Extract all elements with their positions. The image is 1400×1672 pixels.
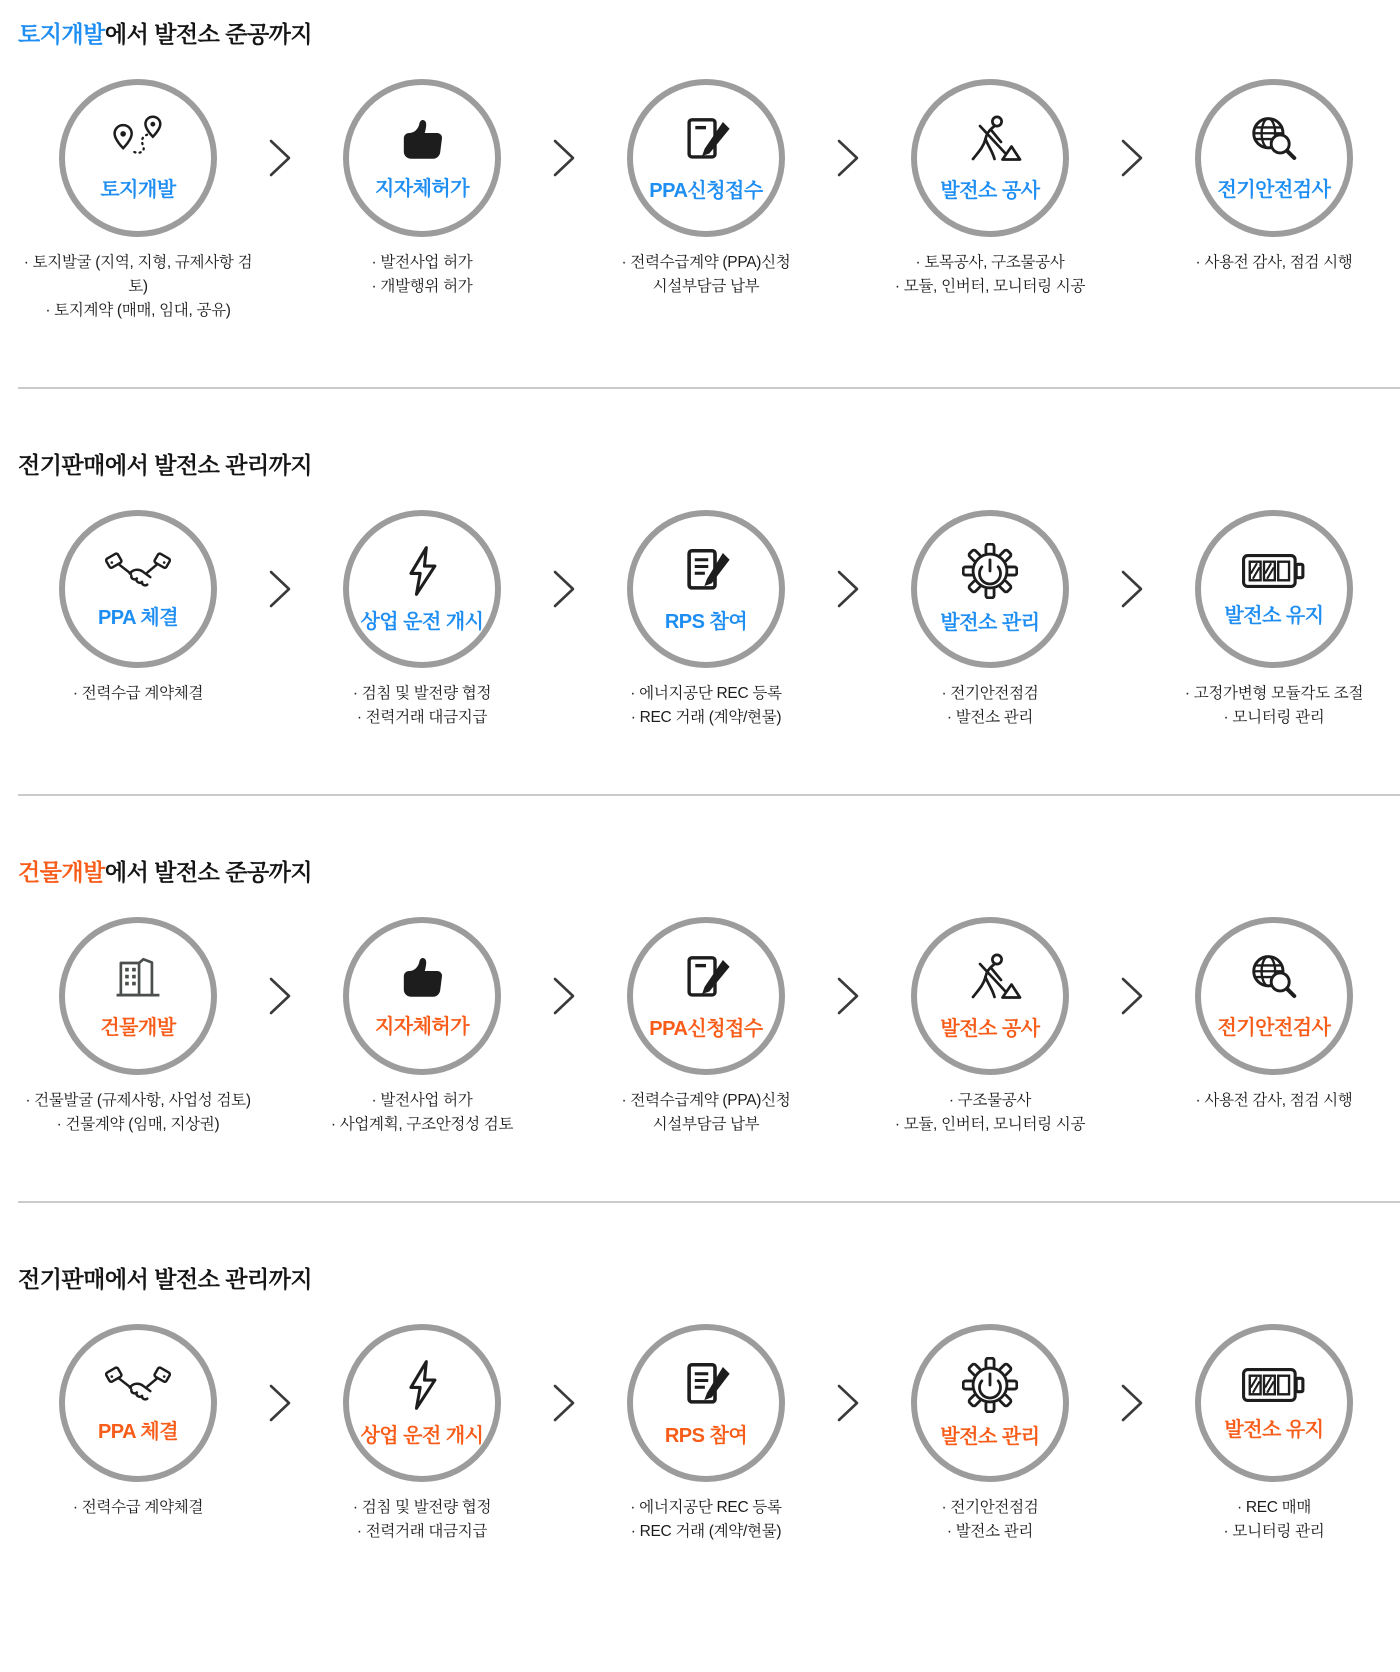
chevron-right-icon — [267, 568, 293, 610]
step-desc-line: · 모듈, 인버터, 모니터링 시공 — [894, 278, 1086, 296]
step-desc-line: · 전기안전점검 — [941, 685, 1039, 703]
process-step — [584, 510, 828, 730]
step-description — [622, 1089, 791, 1137]
process-step — [1152, 1324, 1396, 1544]
process-step — [16, 1324, 260, 1520]
step-desc-line: · REC 거래 (계약/현물) — [630, 1523, 782, 1541]
step-label: 상업 운전 개시 — [360, 611, 484, 634]
construction-worker-icon — [958, 113, 1022, 167]
step-description — [353, 1496, 491, 1544]
process-step — [868, 1324, 1112, 1544]
step-circle — [1195, 917, 1353, 1075]
flow-arrow — [260, 917, 300, 1075]
flow-arrow — [828, 917, 868, 1075]
step-desc-line: · 전력거래 대금지급 — [356, 1523, 488, 1541]
step-circle — [1195, 510, 1353, 668]
step-label: 상업 운전 개시 — [360, 1425, 484, 1448]
step-label: 발전소 유지 — [1224, 1419, 1324, 1442]
step-label: 건물개발 — [100, 1017, 176, 1040]
step-description — [622, 251, 791, 299]
section-title-highlight: 토지개발 — [18, 21, 105, 47]
process-step — [16, 79, 260, 323]
step-label: 발전소 공사 — [940, 1018, 1040, 1041]
step-circle — [343, 1324, 501, 1482]
step-desc-line: · 전력거래 대금지급 — [356, 709, 488, 727]
step-description — [372, 251, 473, 299]
step-label: PPA 체결 — [97, 1421, 179, 1444]
step-description — [25, 1089, 250, 1137]
flow-arrow — [1112, 917, 1152, 1075]
step-description — [942, 682, 1039, 730]
step-description — [942, 1496, 1039, 1544]
chevron-right-icon — [835, 568, 861, 610]
flow-arrow — [828, 1324, 868, 1482]
step-desc-line: · 발전소 관리 — [946, 1523, 1034, 1541]
step-desc-line: · 전기안전점검 — [941, 1499, 1039, 1517]
step-desc-line: · 토지발굴 (지역, 지형, 규제사항 검토) — [23, 254, 253, 296]
process-step — [16, 510, 260, 706]
step-circle — [59, 79, 217, 237]
step-description — [630, 1496, 781, 1544]
step-label: 전기안전검사 — [1217, 1017, 1331, 1040]
step-circle — [343, 510, 501, 668]
process-row — [0, 49, 1400, 323]
process-step — [300, 1324, 544, 1544]
chevron-right-icon — [551, 568, 577, 610]
step-desc-line: · 사용전 감사, 점검 시행 — [1195, 1092, 1353, 1110]
step-desc-line: · 개발행위 허가 — [371, 278, 473, 296]
step-description — [73, 1496, 203, 1520]
step-desc-line: · 에너지공단 REC 등록 — [630, 1499, 782, 1517]
step-desc-line: · 구조물공사 — [948, 1092, 1032, 1110]
step-description — [1196, 1089, 1353, 1113]
step-label: PPA신청접수 — [649, 180, 763, 202]
globe-search-icon — [1247, 952, 1301, 1004]
step-circle — [911, 79, 1069, 237]
chevron-right-icon — [835, 1382, 861, 1424]
flow-arrow — [544, 79, 584, 237]
chevron-right-icon — [835, 975, 861, 1017]
step-description — [73, 682, 203, 706]
section-electricity-sales-1 — [0, 389, 1400, 730]
section-title-rest: 전기판매에서 발전소 관리까지 — [18, 1266, 313, 1293]
step-description — [895, 1089, 1085, 1137]
section-title — [18, 1261, 1400, 1294]
step-desc-line: · 발전사업 허가 — [371, 254, 473, 271]
step-circle — [627, 1324, 785, 1482]
process-step — [584, 917, 828, 1137]
step-desc-line: · 에너지공단 REC 등록 — [630, 685, 782, 703]
process-row — [0, 887, 1400, 1137]
flow-arrow — [828, 79, 868, 237]
process-step — [16, 917, 260, 1137]
step-desc-line: · 전력수급계약 (PPA)신청 — [621, 1092, 791, 1110]
step-desc-line: · 전력수급계약 (PPA)신청 — [621, 254, 791, 271]
chevron-right-icon — [267, 1382, 293, 1424]
step-label: 발전소 관리 — [940, 612, 1040, 635]
step-desc-line: · 토목공사, 구조물공사 — [915, 254, 1065, 271]
step-circle — [1195, 79, 1353, 237]
battery-icon — [1241, 550, 1307, 592]
step-description — [331, 1089, 513, 1137]
step-description — [630, 682, 781, 730]
document-lines-pencil-icon — [679, 544, 733, 598]
step-desc-line: · 사용전 감사, 점검 시행 — [1195, 254, 1353, 271]
step-description — [353, 682, 491, 730]
battery-icon — [1241, 1364, 1307, 1406]
step-label: 토지개발 — [100, 179, 176, 201]
step-label: 발전소 공사 — [940, 180, 1040, 202]
step-circle — [627, 510, 785, 668]
step-desc-line: 시설부담금 납부 — [652, 278, 760, 296]
process-step — [868, 79, 1112, 299]
step-label: 발전소 관리 — [940, 1426, 1040, 1449]
section-title — [18, 16, 1400, 49]
step-description — [895, 251, 1085, 299]
gear-power-icon — [962, 543, 1018, 599]
globe-search-icon — [1247, 114, 1301, 166]
step-label: RPS 참여 — [664, 611, 748, 634]
process-step — [300, 917, 544, 1137]
step-label: 전기안전검사 — [1217, 179, 1331, 201]
process-step — [300, 79, 544, 299]
step-label: PPA신청접수 — [649, 1018, 763, 1041]
step-circle — [59, 1324, 217, 1482]
process-step — [868, 917, 1112, 1137]
process-row — [0, 480, 1400, 730]
flow-arrow — [828, 510, 868, 668]
building-icon — [108, 952, 168, 1004]
step-desc-line: · REC 매매 — [1236, 1499, 1312, 1517]
flow-arrow — [260, 1324, 300, 1482]
handshake-icon — [105, 548, 171, 594]
step-circle — [1195, 1324, 1353, 1482]
step-label: 지자체허가 — [374, 1016, 470, 1039]
thumbs-up-icon — [394, 953, 450, 1003]
chevron-right-icon — [1119, 975, 1145, 1017]
process-step — [584, 79, 828, 299]
section-title-rest: 전기판매에서 발전소 관리까지 — [18, 452, 313, 479]
flow-arrow — [544, 510, 584, 668]
step-desc-line: · 발전소 관리 — [946, 709, 1034, 727]
step-desc-line: 시설부담금 납부 — [652, 1116, 760, 1134]
step-label: RPS 참여 — [664, 1425, 748, 1448]
process-row — [0, 1294, 1400, 1544]
step-label: 지자체허가 — [374, 178, 470, 200]
gear-power-icon — [962, 1357, 1018, 1413]
section-title — [18, 447, 1400, 480]
section-electricity-sales-2 — [0, 1203, 1400, 1544]
flow-arrow — [260, 79, 300, 237]
step-description — [1224, 1496, 1325, 1544]
document-pencil-icon — [679, 951, 733, 1005]
step-desc-line: · 모니터링 관리 — [1223, 709, 1325, 727]
step-desc-line: · 검침 및 발전량 협정 — [352, 1499, 492, 1517]
step-desc-line: · 전력수급 계약체결 — [72, 1499, 204, 1517]
flow-arrow — [1112, 1324, 1152, 1482]
step-desc-line: · 건물발굴 (규제사항, 사업성 검토) — [25, 1092, 251, 1110]
chevron-right-icon — [267, 137, 293, 179]
process-step — [868, 510, 1112, 730]
flow-arrow — [1112, 510, 1152, 668]
step-circle — [343, 917, 501, 1075]
flow-arrow — [260, 510, 300, 668]
step-desc-line: · 토지계약 (매매, 임대, 공유) — [45, 302, 231, 320]
chevron-right-icon — [551, 137, 577, 179]
step-desc-line: · 전력수급 계약체결 — [72, 685, 204, 703]
step-description — [1196, 251, 1353, 275]
section-land-development — [0, 0, 1400, 323]
section-title — [18, 854, 1400, 887]
thumbs-up-icon — [394, 115, 450, 165]
chevron-right-icon — [835, 137, 861, 179]
construction-worker-icon — [958, 951, 1022, 1005]
step-circle — [911, 510, 1069, 668]
document-pencil-icon — [679, 113, 733, 167]
document-lines-pencil-icon — [679, 1358, 733, 1412]
chevron-right-icon — [267, 975, 293, 1017]
step-desc-line: · 건물계약 (임매, 지상권) — [56, 1116, 220, 1134]
step-description — [16, 251, 260, 323]
process-step — [300, 510, 544, 730]
process-step — [1152, 79, 1396, 275]
chevron-right-icon — [1119, 137, 1145, 179]
step-circle — [59, 917, 217, 1075]
flow-arrow — [544, 1324, 584, 1482]
process-step — [1152, 917, 1396, 1113]
step-desc-line: · 모듈, 인버터, 모니터링 시공 — [894, 1116, 1086, 1134]
handshake-icon — [105, 1362, 171, 1408]
process-step — [1152, 510, 1396, 730]
chevron-right-icon — [1119, 568, 1145, 610]
flow-arrow — [544, 917, 584, 1075]
section-title-highlight: 건물개발 — [18, 859, 105, 886]
section-title-rest: 에서 발전소 준공까지 — [104, 859, 313, 886]
step-description — [1185, 682, 1363, 730]
step-desc-line: · 발전사업 허가 — [371, 1092, 473, 1110]
section-title-rest: 에서 발전소 준공까지 — [104, 21, 313, 47]
chevron-right-icon — [1119, 1382, 1145, 1424]
step-circle — [627, 917, 785, 1075]
map-route-icon — [107, 114, 169, 166]
step-desc-line: · REC 거래 (계약/현물) — [630, 709, 782, 727]
step-label: 발전소 유지 — [1224, 605, 1324, 628]
step-desc-line: · 고정가변형 모듈각도 조절 — [1184, 685, 1364, 703]
step-desc-line: · 사업계획, 구조안정성 검토 — [330, 1116, 514, 1134]
process-step — [584, 1324, 828, 1544]
step-circle — [59, 510, 217, 668]
step-circle — [627, 79, 785, 237]
chevron-right-icon — [551, 975, 577, 1017]
flow-arrow — [1112, 79, 1152, 237]
step-label: PPA 체결 — [97, 607, 179, 630]
step-circle — [911, 1324, 1069, 1482]
step-circle — [911, 917, 1069, 1075]
chevron-right-icon — [551, 1382, 577, 1424]
step-circle — [343, 79, 501, 237]
step-desc-line: · 검침 및 발전량 협정 — [352, 685, 492, 703]
step-desc-line: · 모니터링 관리 — [1223, 1523, 1325, 1541]
lightning-icon — [402, 544, 442, 598]
section-building-development — [0, 796, 1400, 1137]
lightning-icon — [402, 1358, 442, 1412]
